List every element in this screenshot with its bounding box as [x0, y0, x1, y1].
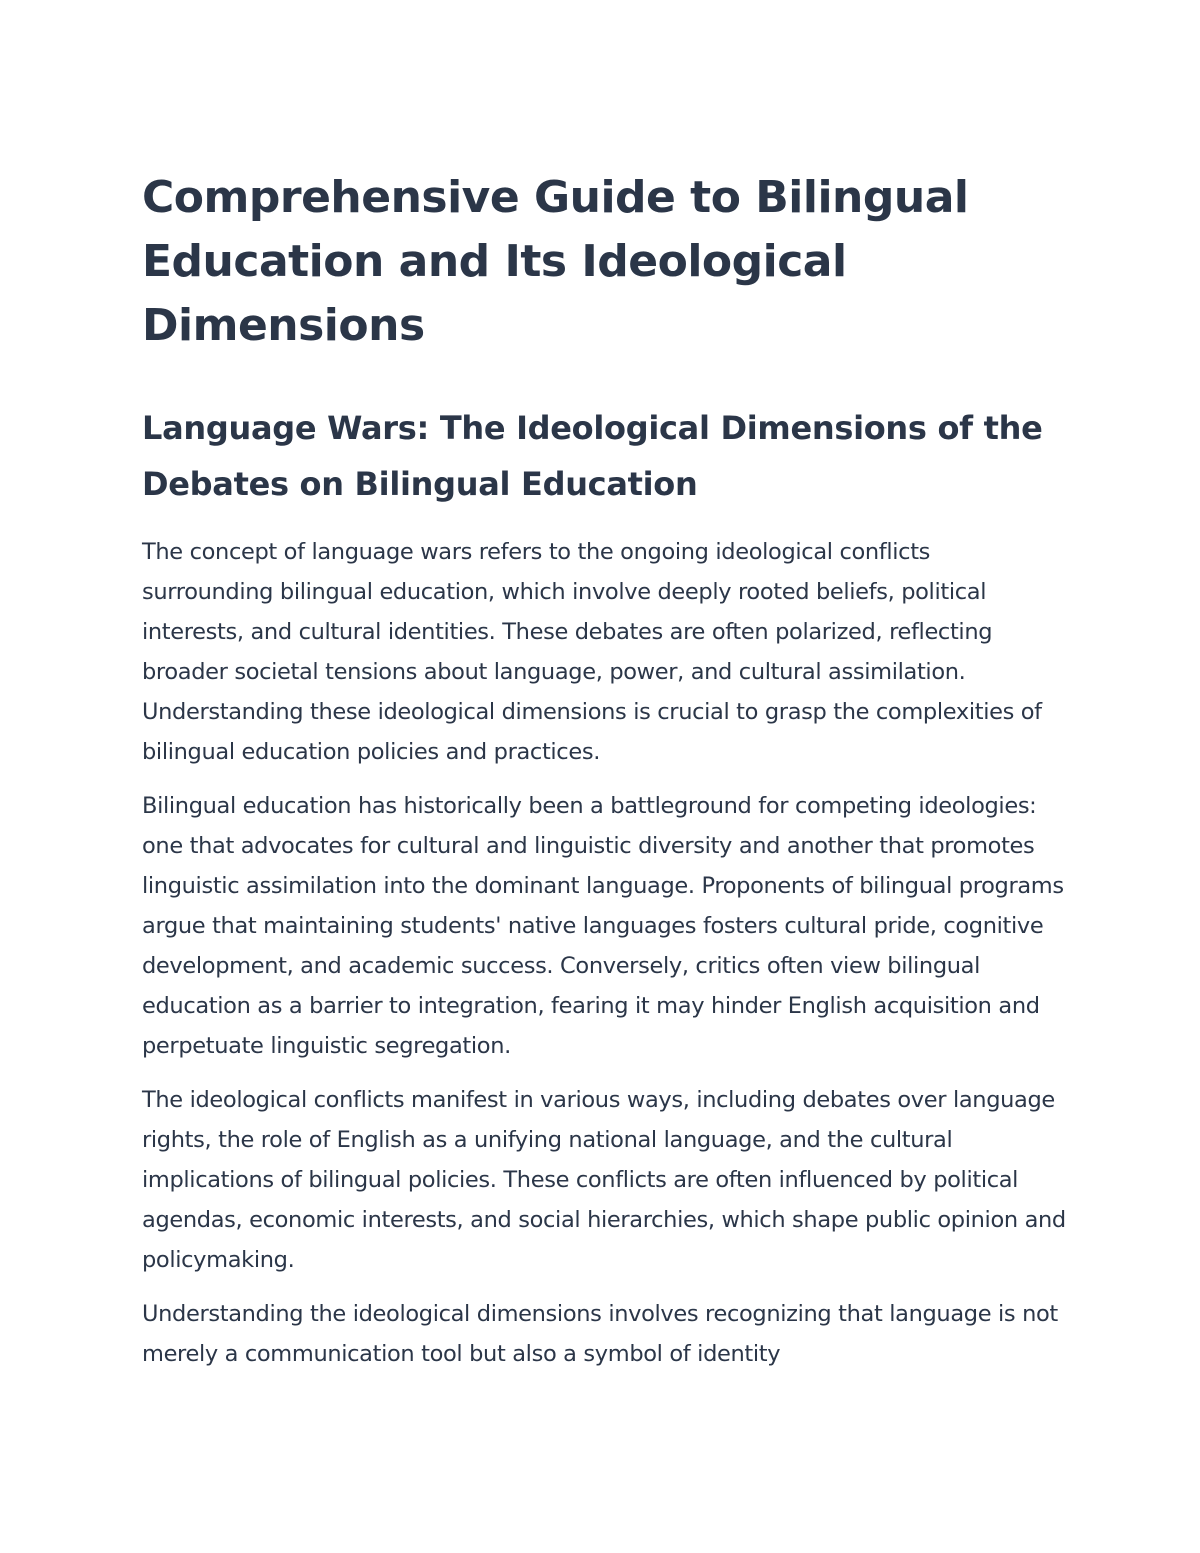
- paragraph-1: The concept of language wars refers to the ongoing ideological conflicts surrounding bilingual education, which involve deeply rooted beliefs, political interests, and cultural identities. These debates are often polarized, reflecting broader societal tensions about language, power, and cultural assimilation. Understanding these ideological dimensions is crucial to grasp the complexities of bilingual education policies and practices.: [142, 539, 1042, 765]
- paragraph-4: Understanding the ideological dimensions involves recognizing that language is not merely a communication tool but also a symbol of identity: [142, 1301, 1058, 1367]
- section-heading: Language Wars: The Ideological Dimensions of the Debates on Bilingual Education: [142, 409, 1043, 503]
- document-page: [142, 166, 1067, 1374]
- document-title: Comprehensive Guide to Bilingual Education and Its Ideological Dimensions: [142, 172, 969, 351]
- paragraph-2: Bilingual education has historically been a battleground for competing ideologies: one that advocates for cultural and linguistic diversity and another that promotes linguistic assimilation into the dominant language. Proponents of bilingual programs argue that maintaining students' native languages fosters cultural pride, cognitive development, and academic success. Conversely, critics often view bilingual education as a barrier to integration, fearing it may hinder English acquisition and perpetuate linguistic segregation.: [142, 793, 1064, 1059]
- paragraph-3: The ideological conflicts manifest in various ways, including debates over language rights, the role of English as a unifying national language, and the cultural implications of bilingual policies. These conflicts are often influenced by political agendas, economic interests, and social hierarchies, which shape public opinion and policymaking.: [142, 1087, 1066, 1273]
